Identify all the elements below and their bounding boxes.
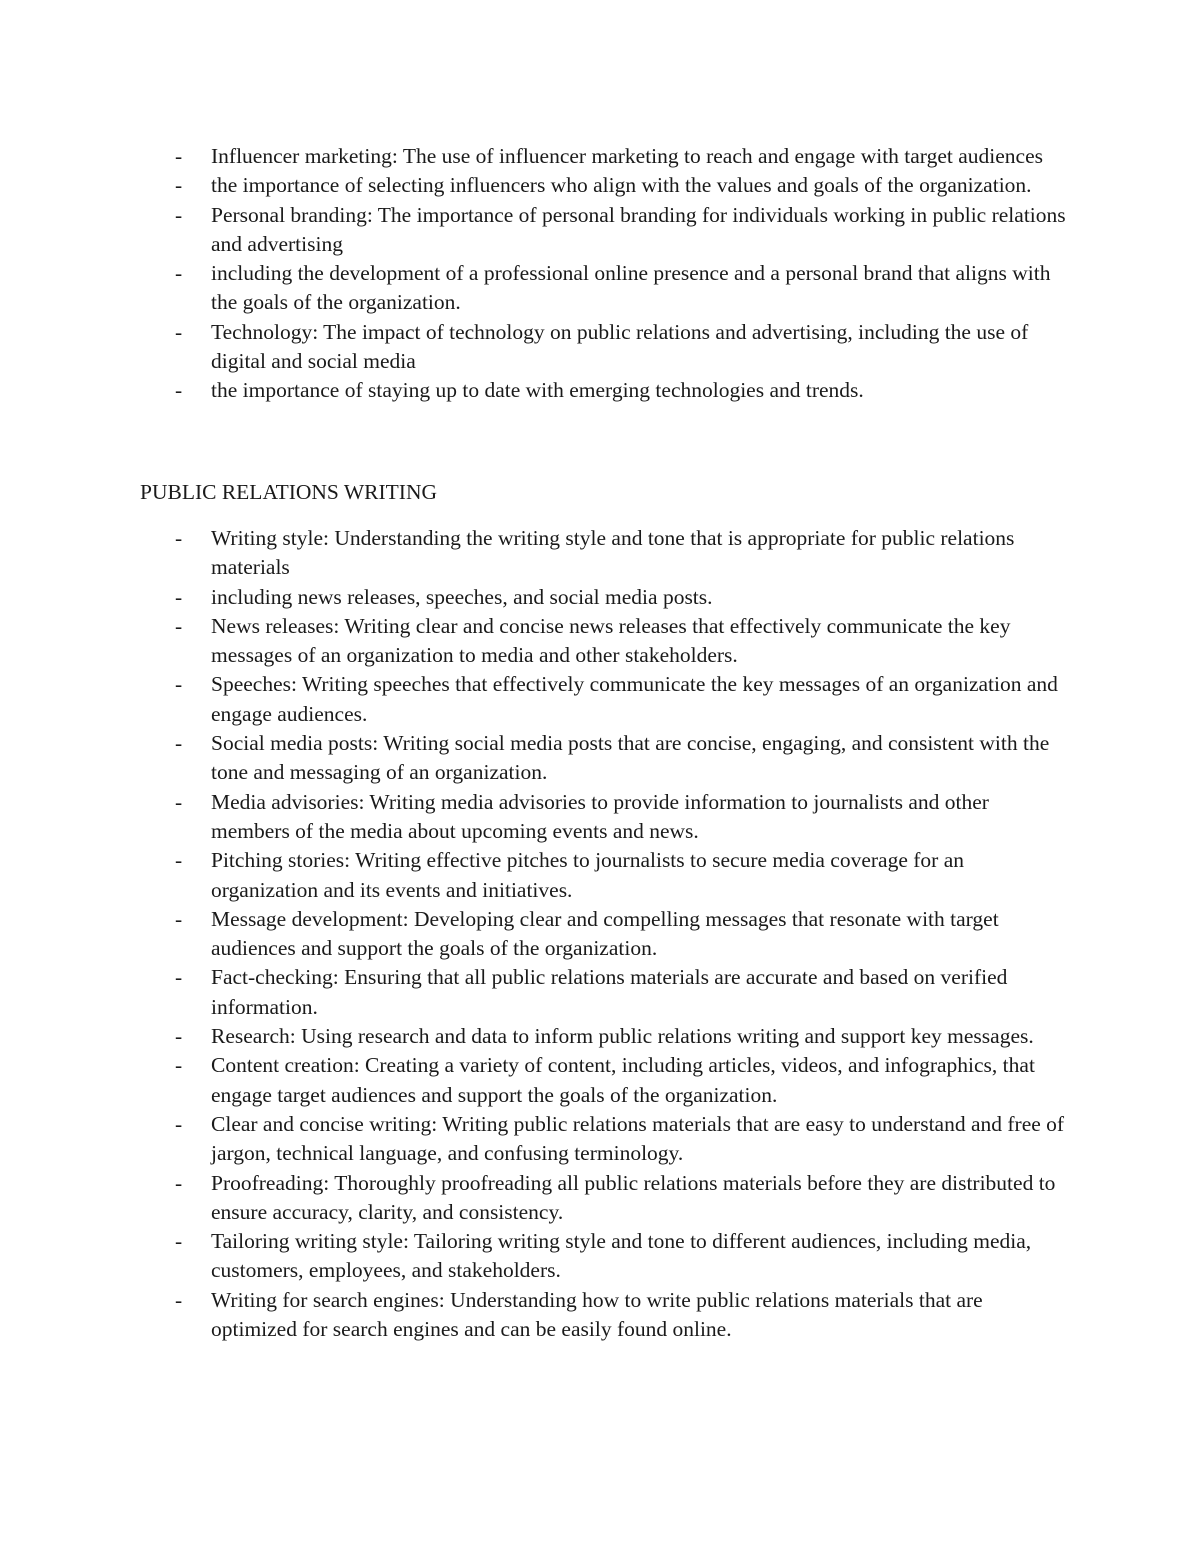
list-item	[175, 1169, 1070, 1228]
list-item-text: Clear and concise writing: Writing public relations materials that are easy to understand and free of jargon, technical language, and confusing terminology.	[211, 1111, 1065, 1166]
list-item	[175, 905, 1070, 964]
list-item	[175, 1227, 1070, 1286]
list-item	[175, 1110, 1070, 1169]
bullet-dash: -	[175, 1287, 183, 1312]
list-item-text: Research: Using research and data to inform public relations writing and support key messages.	[211, 1024, 1034, 1049]
list-item	[175, 1051, 1070, 1110]
section-one-list	[175, 142, 1070, 406]
list-item	[175, 1022, 1070, 1051]
list-item-text: Social media posts: Writing social media posts that are concise, engaging, and consistent with the tone and messaging of an organization.	[211, 731, 1050, 785]
list-item	[175, 1286, 1070, 1345]
list-item	[175, 171, 1070, 200]
list-item-text: Media advisories: Writing media advisories to provide information to journalists and other members of the media about upcoming events and news.	[211, 789, 989, 843]
list-item-text: Proofreading: Thoroughly proofreading all public relations materials before they are distributed to ensure accuracy, clarity, and consistency.	[211, 1170, 1056, 1224]
list-item	[175, 670, 1070, 729]
list-item-text: including news releases, speeches, and social media posts.	[211, 584, 713, 609]
bullet-dash: -	[175, 202, 183, 227]
list-item-text: Pitching stories: Writing effective pitches to journalists to secure media coverage for an organization and its events and initiatives.	[211, 848, 965, 902]
list-item	[175, 729, 1070, 788]
list-item-text: Writing for search engines: Understanding how to write public relations materials that are optimized for search engines and can be easily found online.	[211, 1287, 983, 1342]
list-item	[175, 612, 1070, 671]
list-item-text: Influencer marketing: The use of influencer marketing to reach and engage with target audiences	[211, 144, 1043, 168]
list-item-text: Tailoring writing style: Tailoring writing style and tone to different audiences, including media, customers, employees, and stakeholders.	[211, 1229, 1032, 1283]
bullet-dash: -	[175, 526, 183, 550]
list-item-text: the importance of selecting influencers who align with the values and goals of the organization.	[211, 173, 1032, 198]
bullet-dash: -	[175, 906, 183, 931]
bullet-dash: -	[175, 584, 183, 609]
list-item-text: Personal branding: The importance of personal branding for individuals working in public relations and advertising	[211, 202, 1066, 256]
list-item	[175, 142, 1070, 171]
list-item-text: Message development: Developing clear and compelling messages that resonate with target audiences and support the goals of the organization.	[211, 906, 999, 961]
section-heading: PUBLIC RELATIONS WRITING	[140, 480, 438, 504]
list-item	[175, 259, 1070, 318]
bullet-dash: -	[175, 1024, 183, 1049]
bullet-dash: -	[175, 378, 183, 403]
bullet-dash: -	[175, 173, 183, 198]
list-item-text: Fact-checking: Ensuring that all public relations materials are accurate and based on verified information.	[211, 965, 1008, 1019]
bullet-dash: -	[175, 965, 183, 990]
list-item	[175, 788, 1070, 847]
list-item	[175, 583, 1070, 612]
section-two-list	[175, 524, 1070, 1344]
bullet-dash: -	[175, 613, 183, 638]
list-item-text: Writing style: Understanding the writing style and tone that is appropriate for public relations materials	[211, 526, 1015, 580]
bullet-dash: -	[175, 672, 183, 697]
bullet-dash: -	[175, 789, 183, 814]
list-item	[175, 846, 1070, 905]
list-item-text: including the development of a professional online presence and a personal brand that aligns with the goals of the organization.	[211, 261, 1051, 315]
bullet-dash: -	[175, 1170, 183, 1195]
bullet-dash: -	[175, 1111, 183, 1136]
list-item	[175, 376, 1070, 405]
bullet-dash: -	[175, 144, 183, 168]
list-item	[175, 318, 1070, 377]
bullet-dash: -	[175, 319, 183, 344]
bullet-dash: -	[175, 731, 183, 756]
list-item-text: the importance of staying up to date with emerging technologies and trends.	[211, 378, 864, 403]
list-item	[175, 524, 1070, 583]
bullet-dash: -	[175, 1229, 183, 1254]
list-item-text: News releases: Writing clear and concise news releases that effectively communicate the key messages of an organization to media and other stakeholders.	[211, 613, 1011, 668]
bullet-dash: -	[175, 1053, 183, 1078]
list-item	[175, 201, 1070, 260]
list-item	[175, 963, 1070, 1022]
list-item-text: Content creation: Creating a variety of content, including articles, videos, and infographics, that engage target audiences and support the goals of the organization.	[211, 1053, 1035, 1107]
bullet-dash: -	[175, 848, 183, 873]
list-item-text: Technology: The impact of technology on public relations and advertising, including the use of digital and social media	[211, 319, 1029, 374]
bullet-dash: -	[175, 261, 183, 286]
list-item-text: Speeches: Writing speeches that effectively communicate the key messages of an organization and engage audiences.	[211, 672, 1058, 726]
